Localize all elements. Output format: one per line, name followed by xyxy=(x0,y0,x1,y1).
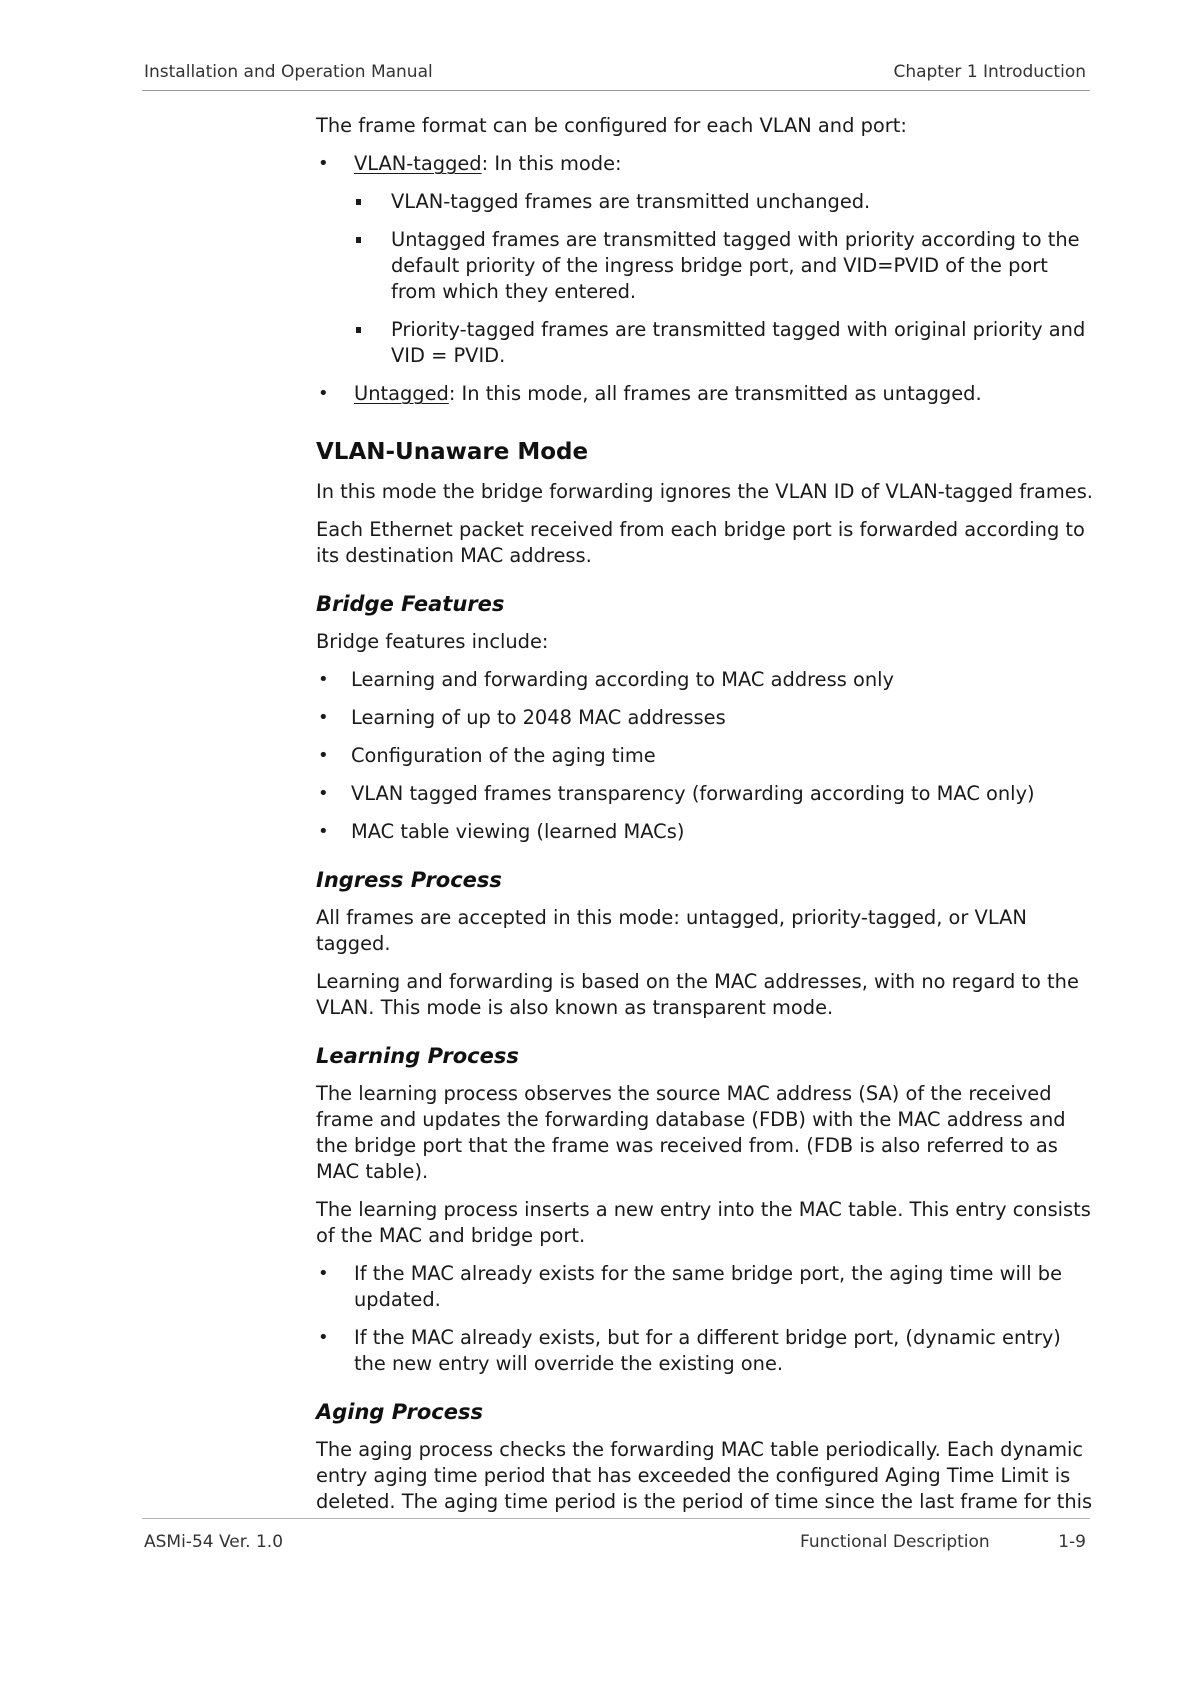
paragraph: The learning process observes the source MAC address (SA) of the received frame and updates the forwarding database (FDB) with the MAC address and the bridge port that the frame was received from. (FDB is also referred to as MAC table). xyxy=(316,1082,1066,1183)
list-item-untagged xyxy=(316,381,1096,407)
list-item-text: VLAN tagged frames transparency (forwarding according to MAC only) xyxy=(351,782,1035,805)
paragraph: All frames are accepted in this mode: untagged, priority-tagged, or VLAN tagged. xyxy=(316,906,1027,955)
list-item-text: If the MAC already exists, but for a different bridge port, (dynamic entry) the new entry will override the existing one. xyxy=(354,1326,1061,1375)
square-bullet-icon xyxy=(356,327,361,333)
footer-product-version: ASMi-54 Ver. 1.0 xyxy=(144,1532,284,1552)
header-chapter-title: Chapter 1 Introduction xyxy=(893,62,1086,82)
sub-item-text: VLAN-tagged frames are transmitted unchanged. xyxy=(391,190,871,213)
list-item-text: Learning of up to 2048 MAC addresses xyxy=(351,706,726,729)
list-item-text: Learning and forwarding according to MAC address only xyxy=(351,668,894,691)
sub-list-item xyxy=(316,189,1096,215)
footer-page-number: 1-9 xyxy=(1058,1532,1086,1552)
bullet-icon: • xyxy=(318,1263,329,1284)
frame-format-list xyxy=(316,151,1096,407)
sub-list-item xyxy=(316,227,1096,305)
term-untagged: Untagged xyxy=(354,382,449,405)
section-heading-vlan-unaware: VLAN-Unaware Mode xyxy=(316,439,589,465)
list-item-text: Configuration of the aging time xyxy=(351,744,656,767)
paragraph: The learning process inserts a new entry into the MAC table. This entry consists of the MAC and bridge port. xyxy=(316,1198,1091,1247)
footer-section-title: Functional Description xyxy=(800,1532,990,1552)
running-header xyxy=(142,62,1090,91)
running-footer xyxy=(142,1518,1090,1559)
list-item xyxy=(316,1261,1096,1313)
list-item-text: MAC table viewing (learned MACs) xyxy=(351,820,685,843)
list-item-vlan-tagged xyxy=(316,151,1096,177)
list-item xyxy=(316,819,1096,845)
sub-list-item xyxy=(316,317,1096,369)
paragraph: The aging process checks the forwarding MAC table periodically. Each dynamic entry aging time period that has exceeded the configured Aging Time Limit is deleted. The aging time period is the period of time since the last frame for this xyxy=(316,1438,1093,1513)
page-content xyxy=(316,113,1096,1527)
bullet-icon: • xyxy=(318,783,329,804)
bullet-icon: • xyxy=(318,821,329,842)
bullet-icon: • xyxy=(318,1327,329,1348)
subsection-heading-aging-process: Aging Process xyxy=(316,1400,483,1424)
list-item xyxy=(316,667,1096,693)
subsection-heading-bridge-features: Bridge Features xyxy=(316,592,505,616)
term-vlan-tagged: VLAN-tagged xyxy=(354,152,482,175)
bullet-icon: • xyxy=(318,707,329,728)
bridge-features-list xyxy=(316,667,1096,845)
sub-item-text: Untagged frames are transmitted tagged with priority according to the default priority of the ingress bridge port, and VID=PVID of the port from which they entered. xyxy=(391,228,1080,303)
list-item-text: If the MAC already exists for the same bridge port, the aging time will be updated. xyxy=(354,1262,1063,1311)
list-item xyxy=(316,781,1096,807)
learning-process-list xyxy=(316,1261,1096,1377)
paragraph: Each Ethernet packet received from each bridge port is forwarded according to its destination MAC address. xyxy=(316,518,1085,567)
square-bullet-icon xyxy=(356,199,361,205)
paragraph: In this mode the bridge forwarding ignores the VLAN ID of VLAN-tagged frames. xyxy=(316,480,1093,503)
untagged-text: : In this mode, all frames are transmitted as untagged. xyxy=(448,382,982,405)
subsection-heading-learning-process: Learning Process xyxy=(316,1044,519,1068)
subsection-heading-ingress-process: Ingress Process xyxy=(316,868,502,892)
sub-item-text: Priority-tagged frames are transmitted tagged with original priority and VID = PVID. xyxy=(391,318,1086,367)
bullet-icon: • xyxy=(318,383,329,404)
list-item xyxy=(316,1325,1096,1377)
paragraph: Bridge features include: xyxy=(316,630,549,653)
list-item xyxy=(316,743,1096,769)
header-manual-title: Installation and Operation Manual xyxy=(144,62,433,82)
list-item xyxy=(316,705,1096,731)
vlan-tagged-text: : In this mode: xyxy=(481,152,622,175)
square-bullet-icon xyxy=(356,237,361,243)
bullet-icon: • xyxy=(318,669,329,690)
bullet-icon: • xyxy=(318,153,329,174)
frame-format-intro: The frame format can be configured for each VLAN and port: xyxy=(316,114,907,137)
paragraph: Learning and forwarding is based on the MAC addresses, with no regard to the VLAN. This mode is also known as transparent mode. xyxy=(316,970,1079,1019)
bullet-icon: • xyxy=(318,745,329,766)
